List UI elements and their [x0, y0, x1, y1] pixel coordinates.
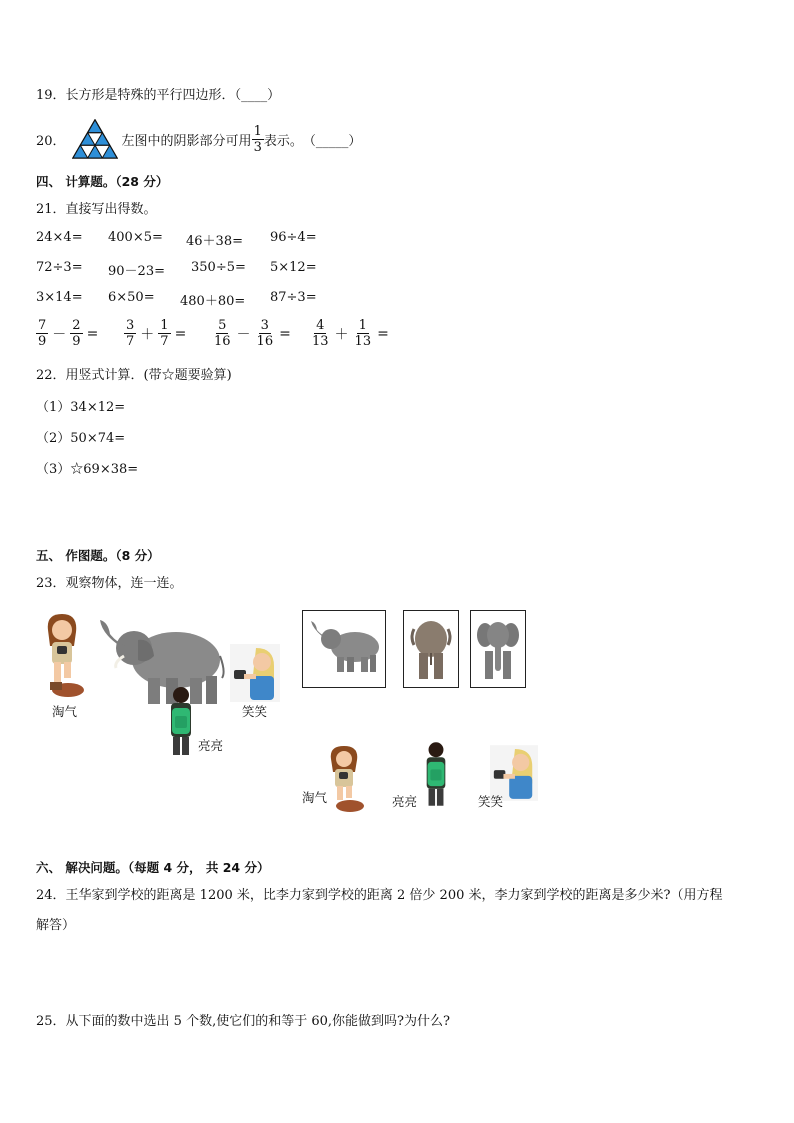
view-back-box[interactable] [403, 610, 459, 688]
fraction-expression: $\frac{4}{13}$ ＋ $\frac{1}{13}$ = [312, 318, 389, 349]
q23-title: 23．观察物体，连一连。 [36, 576, 183, 591]
q19-answer-blank[interactable]: （____） [234, 88, 281, 103]
calc-item: 90－23= [108, 264, 165, 279]
q20-number: 20． [36, 133, 66, 149]
calc-item: 400×5= [108, 230, 163, 245]
q20-fraction: $\frac{1}{3}$ [253, 123, 262, 155]
q20-text-before: 左图中的阴影部分可用 [121, 133, 252, 149]
view-side-box[interactable] [302, 610, 386, 688]
q22-title: 22．用竖式计算．(带☆题要验算) [36, 368, 232, 383]
calc-item: 46＋38= [186, 234, 243, 249]
elephant-icon [94, 616, 226, 706]
question-20 [36, 118, 361, 160]
calc-item: 24×4= [36, 230, 83, 245]
scene-label-xiaoxiao: 笑笑 [242, 704, 268, 719]
section-6-title: 六、 解决问题。（每题 4 分， 共 24 分） [36, 860, 270, 875]
calc-item: 5×12= [270, 260, 317, 275]
bottom-label-xiaoxiao[interactable]: 笑笑 [478, 794, 504, 809]
girl-taoqi-figure-small [322, 744, 368, 814]
fraction-expression: $\frac{5}{16}$ － $\frac{3}{16}$ = [214, 318, 291, 349]
calc-item: 96÷4= [270, 230, 317, 245]
q20-text-after: 表示。 [263, 133, 303, 149]
girl-taoqi-figure [38, 612, 88, 700]
q19-number: 19． [36, 88, 66, 103]
girl-xiaoxiao-figure [230, 644, 280, 702]
q22-item: （3）☆69×38= [36, 462, 139, 477]
scene-label-taoqi: 淘气 [52, 704, 78, 719]
calc-item: 6×50= [108, 290, 155, 305]
boy-liangliang-figure-small [422, 740, 450, 808]
elephant-side-view-icon [303, 611, 385, 687]
calc-item: 3×14= [36, 290, 83, 305]
q22-item: （1）34×12= [36, 400, 126, 415]
q22-item: （2）50×74= [36, 431, 126, 446]
section-5-title: 五、 作图题。（8 分） [36, 548, 160, 563]
scene-label-liangliang: 亮亮 [198, 738, 224, 753]
view-front-box[interactable] [470, 610, 526, 688]
q24-text-line1: 24．王华家到学校的距离是 1200 米，比李力家到学校的距离 2 倍少 200 米，李力家到学校的距离是多少米?（用方程 [36, 888, 723, 903]
bottom-label-taoqi[interactable]: 淘气 [302, 790, 328, 805]
q25-text: 25．从下面的数中选出 5 个数,使它们的和等于 60,你能做到吗?为什么? [36, 1014, 450, 1029]
triangle-figure-icon [72, 119, 118, 159]
q20-answer-blank[interactable]: （_____） [302, 133, 362, 149]
fraction-expression: $\frac{3}{7}$ ＋ $\frac{1}{7}$ = [126, 318, 187, 349]
elephant-back-view-icon [404, 611, 458, 687]
question-19 [36, 84, 280, 103]
q19-text: 长方形是特殊的平行四边形． [65, 88, 235, 103]
elephant-front-view-icon [471, 611, 525, 687]
calc-item: 72÷3= [36, 260, 83, 275]
section-4-title: 四、 计算题。（28 分） [36, 174, 169, 189]
boy-liangliang-figure [166, 686, 196, 756]
q21-title: 21．直接写出得数。 [36, 202, 157, 217]
calc-item: 350÷5= [191, 260, 246, 275]
bottom-label-liangliang[interactable]: 亮亮 [392, 794, 418, 809]
calc-item: 480＋80= [180, 294, 246, 309]
q24-text-line2: 解答） [36, 918, 76, 933]
fraction-expression: $\frac{7}{9}$ － $\frac{2}{9}$ = [38, 318, 99, 349]
calc-item: 87÷3= [270, 290, 317, 305]
